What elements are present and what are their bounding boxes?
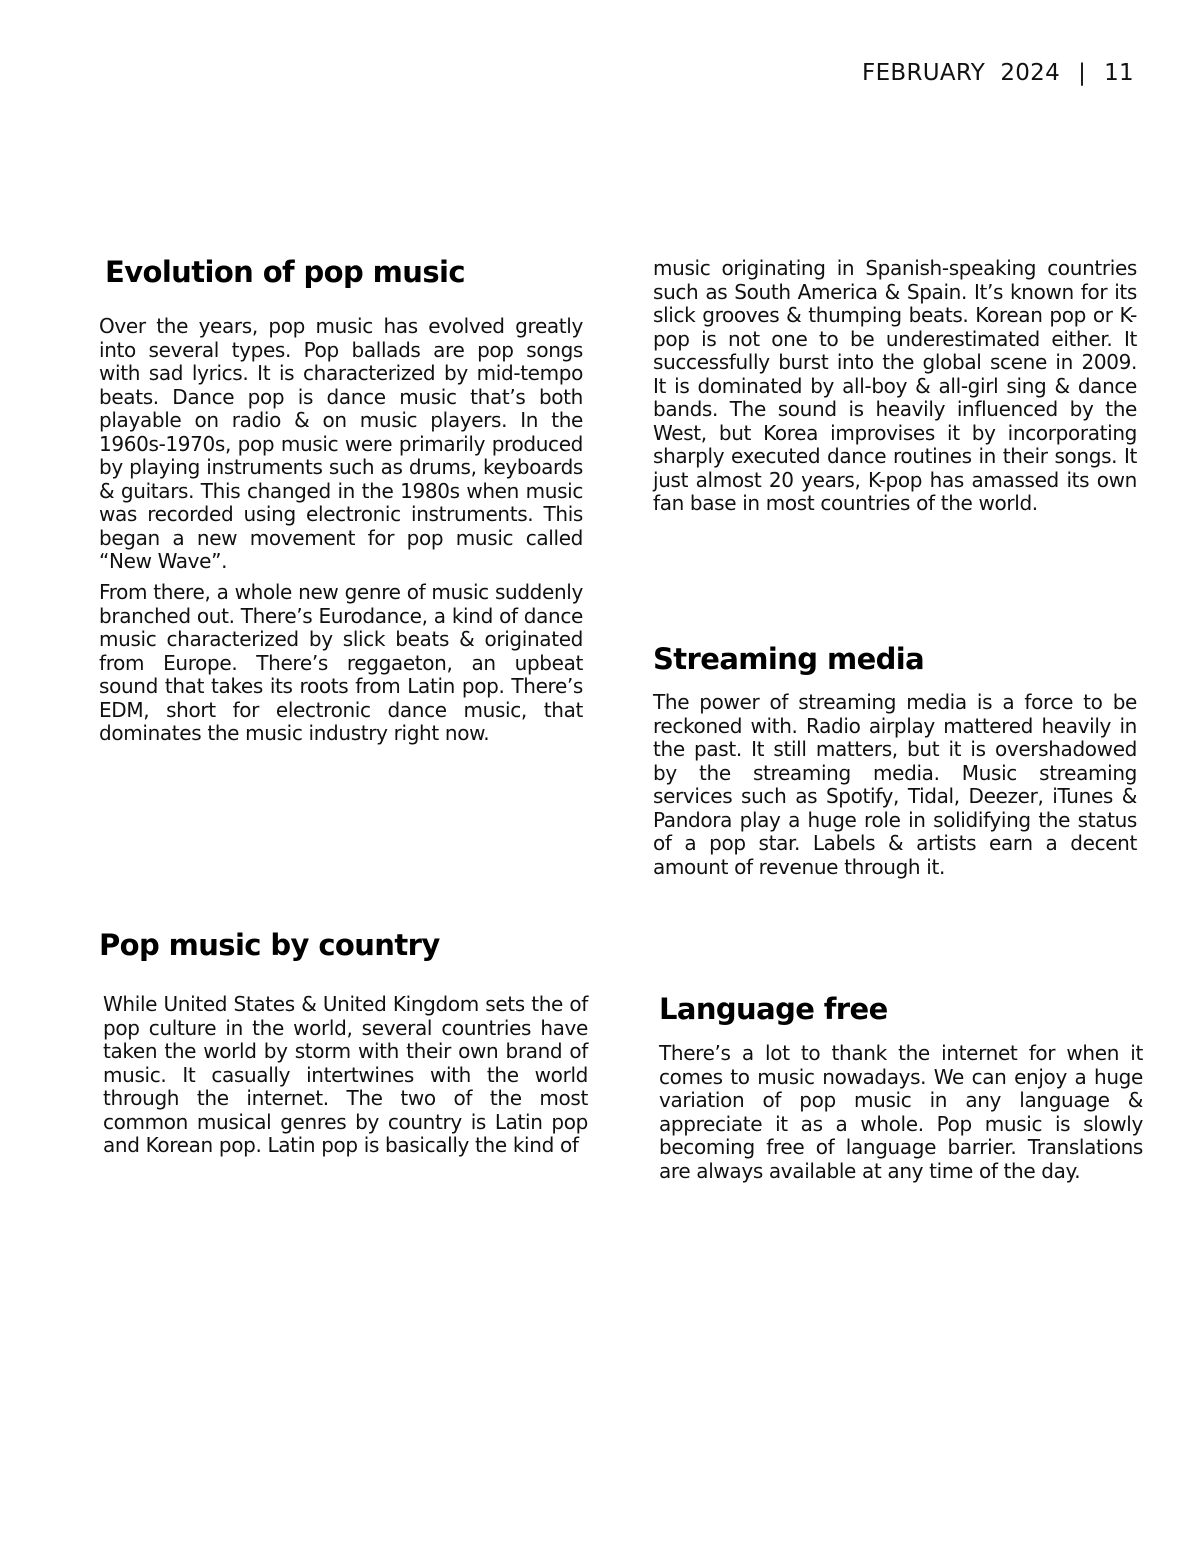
section-by-country (99, 927, 588, 1158)
section-evolution (99, 254, 583, 746)
header-separator: | (1078, 60, 1087, 86)
section-title-evolution: Evolution of pop music (105, 255, 465, 289)
by-country-paragraph-2: music originating in Spanish-speaking countries such as South America & Spain. It’s known for its slick grooves & thumping beats. Korean pop or K-pop is not one to be underestimated either. It successfully burst into the global scene in 2009. It is dominated by all-boy & all-girl sing & dance bands. The sound is heavily influenced by the West, but Korea improvises it by incorporating sharply executed dance routines in their songs. It just almost 20 years, K-pop has amassed its own fan base in most countries of the world. (653, 256, 1137, 516)
section-by-country-continued (653, 257, 1137, 516)
by-country-paragraph-1: While United States & United Kingdom sets the of pop culture in the world, several countries have taken the world by storm with their own brand of music. It casually intertwines with the world through the internet. The two of the most common musical genres by country is Latin pop and Korean pop. Latin pop is basically the kind of (103, 992, 588, 1158)
evolution-paragraph-1: Over the years, pop music has evolved greatly into several types. Pop ballads are pop songs with sad lyrics. It is characterized by mid-tempo beats. Dance pop is dance music that’s both playable on radio & on music players. In the 1960s-1970s, pop music were primarily produced by playing instruments such as drums, keyboards & guitars. This changed in the 1980s when music was recorded using electronic instruments. This began a new movement for pop music called “New Wave”. (99, 314, 583, 574)
language-free-paragraph-1: There’s a lot to thank the internet for when it comes to music nowadays. We can enjoy a huge variation of pop music in any language & appreciate it as a whole. Pop music is slowly becoming free of language barrier. Translations are always available at any time of the day. (659, 1041, 1143, 1183)
section-title-by-country: Pop music by country (99, 928, 440, 962)
section-streaming (653, 641, 1137, 879)
section-title-language-free: Language free (659, 992, 888, 1026)
evolution-paragraph-2: From there, a whole new genre of music suddenly branched out. There’s Eurodance, a kind of dance music characterized by slick beats & originated from Europe. There’s reggaeton, an upbeat sound that takes its roots from Latin pop. There’s EDM, short for electronic dance music, that dominates the music industry right now. (99, 580, 583, 746)
section-title-streaming: Streaming media (653, 642, 925, 676)
section-language-free (659, 991, 1143, 1183)
issue-date: FEBRUARY 2024 (862, 60, 1061, 86)
page-header (862, 60, 1134, 86)
page-number: 11 (1104, 60, 1134, 86)
streaming-paragraph-1: The power of streaming media is a force to be reckoned with. Radio airplay mattered heavily in the past. It still matters, but it is overshadowed by the streaming media. Music streaming services such as Spotify, Tidal, Deezer, iTunes & Pandora play a huge role in solidifying the status of a pop star. Labels & artists earn a decent amount of revenue through it. (653, 690, 1137, 879)
